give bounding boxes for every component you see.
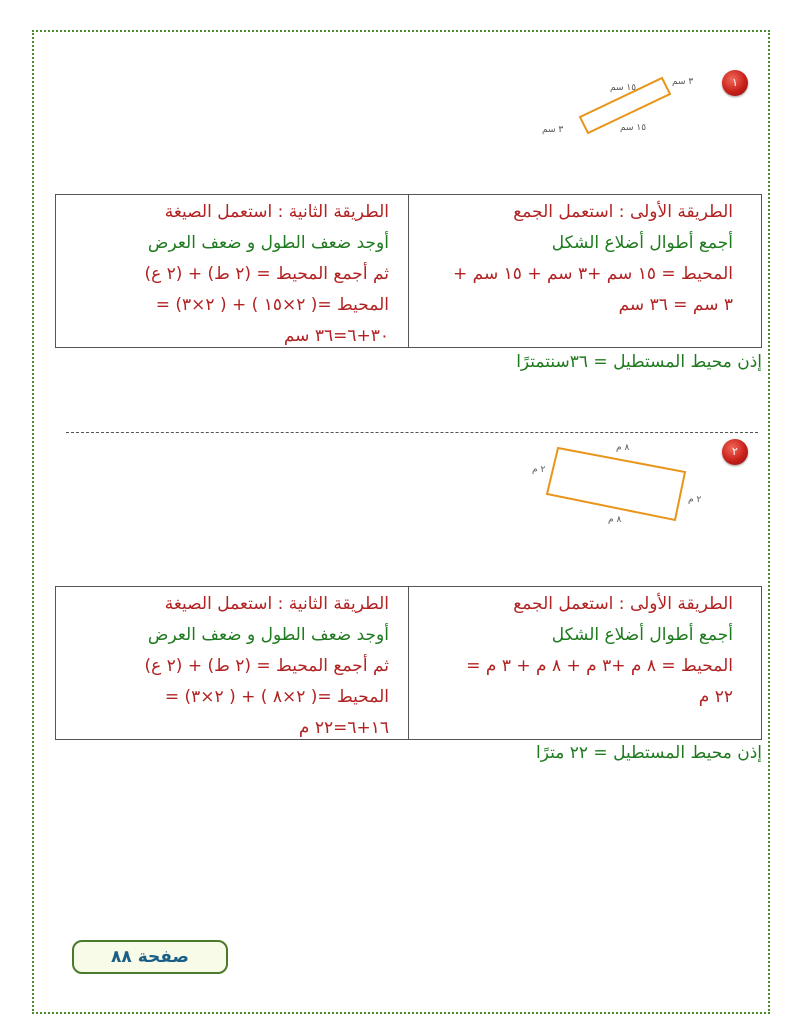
problem-1-conclusion: إذن محيط المستطيل = ٣٦سنتمترًا: [516, 352, 762, 372]
problem-1-rectangle-figure: [520, 60, 720, 150]
method-line: المحيط = ١٥ سم +٣ سم + ١٥ سم +: [453, 264, 733, 284]
problem-1-method-addition: [453, 197, 733, 321]
method-title: الطريقة الثانية : استعمل الصيغة: [164, 594, 389, 614]
method-line: المحيط =( ٢×٨ ) + ( ٢×٣) =: [164, 687, 389, 707]
problem-2-side-left-label: ٢ م: [532, 465, 546, 475]
method-line: المحيط =( ٢×١٥ ) + ( ٢×٣) =: [155, 295, 389, 315]
problem-2-side-bottom-label: ٨ م: [608, 515, 622, 525]
problem-1-solution-table: [55, 194, 762, 348]
problem-2-number: ٢: [732, 445, 738, 458]
method-line: ٣ سم = ٣٦ سم: [618, 295, 733, 315]
problem-1-number-badge: [722, 70, 748, 96]
page-number-label: [72, 940, 228, 974]
problem-1-side-right-label: ٣ سم: [672, 77, 694, 87]
method-title: الطريقة الثانية : استعمل الصيغة: [164, 202, 389, 222]
method-line: المحيط = ٨ م +٣ م + ٨ م + ٣ م =: [466, 656, 733, 676]
method-line: أوجد ضعف الطول و ضعف العرض: [147, 625, 389, 645]
problem-2-rectangle-figure: [520, 430, 720, 530]
method-line: ٣٠+٦=٣٦ سم: [283, 326, 389, 346]
problem-2-number-badge: [722, 439, 748, 465]
method-line: أجمع أطوال أضلاع الشكل: [551, 233, 733, 253]
problem-2-rectangle-shape: [547, 448, 685, 520]
problem-2-method-formula: [144, 589, 389, 744]
problem-2-method-addition: [466, 589, 733, 713]
problem-1-side-left-label: ٣ سم: [542, 125, 564, 135]
problem-2-side-right-label: ٢ م: [688, 495, 702, 505]
method-title: الطريقة الأولى : استعمل الجمع: [513, 202, 733, 222]
method-line: أجمع أطوال أضلاع الشكل: [551, 625, 733, 645]
method-line: ثم أجمع المحيط = (٢ ط) + (٢ ع): [144, 264, 389, 284]
problem-2-conclusion: إذن محيط المستطيل = ٢٢ مترًا: [536, 743, 762, 763]
method-title: الطريقة الأولى : استعمل الجمع: [513, 594, 733, 614]
problem-1-side-top-label: ١٥ سم: [610, 83, 637, 93]
problem-1-table-divider: [408, 195, 409, 347]
method-line: ثم أجمع المحيط = (٢ ط) + (٢ ع): [144, 656, 389, 676]
method-line: ١٦+٦=٢٢ م: [298, 718, 389, 738]
problem-2-table-divider: [408, 587, 409, 739]
page-number-text: صفحة ٨٨: [111, 947, 189, 967]
problem-2-side-top-label: ٨ م: [616, 443, 630, 453]
problem-1-number: ١: [732, 76, 738, 89]
problem-1-side-bottom-label: ١٥ سم: [620, 123, 647, 133]
problem-1-method-formula: [144, 197, 389, 352]
method-line: ٢٢ م: [698, 687, 733, 707]
problem-2-solution-table: [55, 586, 762, 740]
method-line: أوجد ضعف الطول و ضعف العرض: [147, 233, 389, 253]
